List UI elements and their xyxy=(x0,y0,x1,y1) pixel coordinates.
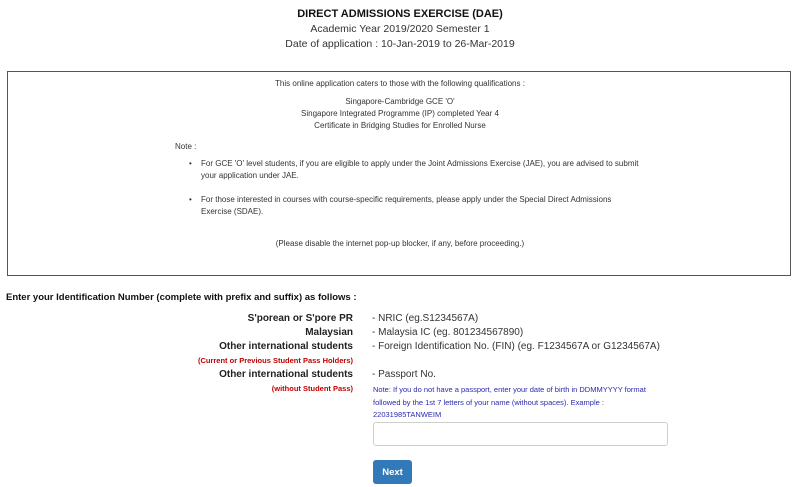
bullet-icon: • xyxy=(189,195,192,204)
identification-number-input[interactable] xyxy=(373,422,668,446)
bullet-icon: • xyxy=(189,159,192,168)
id-format-value: - Foreign Identification No. (FIN) (eg. F1234567A or G1234567A) xyxy=(372,341,660,352)
academic-year-text: Academic Year 2019/2020 Semester 1 xyxy=(310,23,490,35)
note-label: Note : xyxy=(175,142,197,151)
intro-text: This online application caters to those with the following qualifications : xyxy=(275,79,525,88)
id-type-label: Other international students xyxy=(219,341,353,352)
id-format-value: - NRIC (eg.S1234567A) xyxy=(372,313,479,324)
id-type-label: Other international students xyxy=(219,369,353,380)
id-type-label: Malaysian xyxy=(305,327,353,338)
id-instructions-heading: Enter your Identification Number (complete with prefix and suffix) as follows : xyxy=(6,292,357,303)
qualification-item: Singapore Integrated Programme (IP) completed Year 4 xyxy=(301,109,499,118)
qualification-item: Certificate in Bridging Studies for Enrolled Nurse xyxy=(314,121,486,130)
note-item: For GCE 'O' level students, if you are eligible to apply under the Joint Admissions Exercise (JAE), you are advised to submit your application under JAE. xyxy=(201,159,639,180)
note-item: For those interested in courses with course-specific requirements, please apply under the Special Direct Admissions Exercise (SDAE). xyxy=(201,195,612,216)
page-title: DIRECT ADMISSIONS EXERCISE (DAE) xyxy=(297,8,503,20)
id-type-sublabel: (Current or Previous Student Pass Holders) xyxy=(197,356,353,365)
popup-blocker-notice: (Please disable the internet pop-up blocker, if any, before proceeding.) xyxy=(275,239,525,248)
passport-note: Note: If you do not have a passport, enter your date of birth in DDMMYYYY format followed by the 1st 7 letters of your name (without spaces). Example : 22031985TANWEIM xyxy=(373,385,646,419)
id-format-value: - Passport No. xyxy=(372,369,436,380)
qualification-info-box xyxy=(7,71,791,276)
id-type-label: S'porean or S'pore PR xyxy=(247,313,353,324)
application-dates-text: Date of application : 10-Jan-2019 to 26-Mar-2019 xyxy=(285,38,515,50)
next-button[interactable]: Next xyxy=(373,460,412,484)
id-type-sublabel: (without Student Pass) xyxy=(271,384,353,393)
qualification-item: Singapore-Cambridge GCE 'O' xyxy=(345,97,455,106)
id-format-value: - Malaysia IC (eg. 801234567890) xyxy=(372,327,524,338)
